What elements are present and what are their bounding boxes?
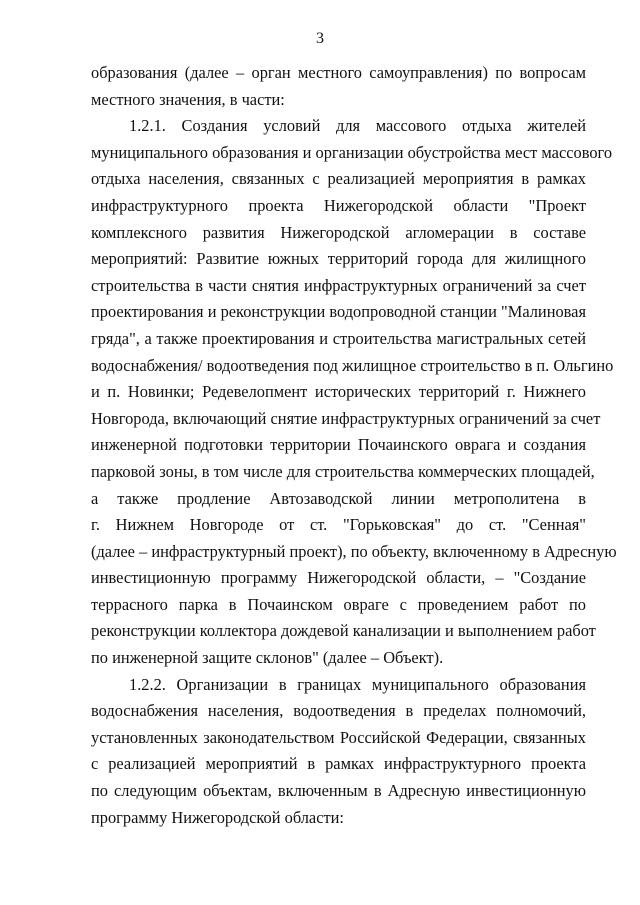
text-line: программу Нижегородской области: xyxy=(91,807,344,827)
paragraph-intro xyxy=(91,60,586,113)
text-line: а также продление Автозаводской линии метрополитена в xyxy=(91,488,586,508)
text-line: муниципального образования и организации обустройства мест массового xyxy=(91,142,613,162)
text-line: реконструкции коллектора дождевой канализации и выполнением работ xyxy=(91,621,596,641)
text-line: проектирования и реконструкции водопроводной станции "Малиновая xyxy=(91,302,586,322)
text-line: строительства в части снятия инфраструктурных ограничений за счет xyxy=(91,275,586,295)
text-line: по инженерной защите склонов" (далее – Объект). xyxy=(91,648,444,668)
text-line: террасного парка в Почаинском овраге с проведением работ по xyxy=(91,594,586,614)
text-line: 1.2.2. Организации в границах муниципального образования xyxy=(129,674,586,694)
paragraph-1-2-2 xyxy=(91,672,586,832)
text-line: по следующим объектам, включенным в Адресную инвестиционную xyxy=(91,781,586,801)
text-line: водоснабжения населения, водоотведения в пределах полномочий, xyxy=(91,701,586,721)
text-line: г. Нижнем Новгороде от ст. "Горьковская" до ст. "Сенная" xyxy=(91,515,586,535)
text-line: водоснабжения/ водоотведения под жилищное строительство в п. Ольгино xyxy=(91,355,614,375)
text-line: с реализацией мероприятий в рамках инфраструктурного проекта xyxy=(91,754,586,774)
paragraph-1-2-1 xyxy=(91,113,617,671)
text-line: 1.2.1. Создания условий для массового отдыха жителей xyxy=(129,116,586,136)
text-line: комплексного развития Нижегородской агломерации в составе xyxy=(91,222,586,242)
text-line: (далее – инфраструктурный проект), по объекту, включенному в Адресную xyxy=(91,541,617,561)
document-body xyxy=(91,60,617,831)
text-line: местного значения, в части: xyxy=(91,89,285,109)
text-line: и п. Новинки; Редевелопмент исторических территорий г. Нижнего xyxy=(91,382,586,402)
text-line: установленных законодательством Российской Федерации, связанных xyxy=(91,727,586,747)
text-line: мероприятий: Развитие южных территорий города для жилищного xyxy=(91,249,586,269)
page-number: 3 xyxy=(316,30,324,47)
text-line: инженерной подготовки территории Почаинского оврага и создания xyxy=(91,435,586,455)
text-line: отдыха населения, связанных с реализацией мероприятия в рамках xyxy=(91,169,586,189)
text-line: образования (далее – орган местного самоуправления) по вопросам xyxy=(91,63,586,82)
text-line: гряда", а также проектирования и строительства магистральных сетей xyxy=(91,328,586,348)
text-line: Новгорода, включающий снятие инфраструктурных ограничений за счет xyxy=(91,408,601,428)
text-line: инфраструктурного проекта Нижегородской области "Проект xyxy=(91,195,586,215)
text-line: парковой зоны, в том числе для строительства коммерческих площадей, xyxy=(91,461,595,481)
text-line: инвестиционную программу Нижегородской области, – "Создание xyxy=(91,568,586,588)
